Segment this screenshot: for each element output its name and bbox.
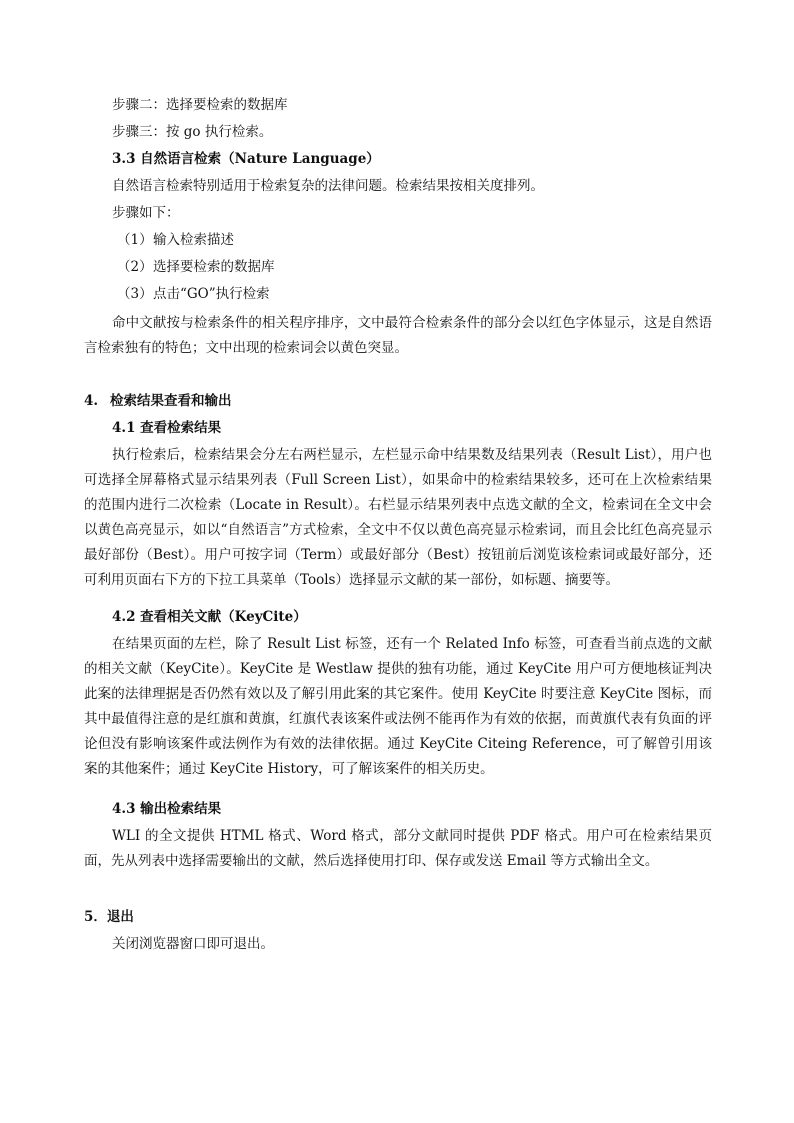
section-3-3-heading: 3.3 自然语言检索（Nature Language） <box>112 151 380 167</box>
section-3-3-note: 命中文献按与检索条件的相关程序排序，文中最符合检索条件的部分会以红色字体显示，这是自然语言检索独有的特色；文中出现的检索词会以黄色突显。 <box>84 315 712 356</box>
section-4-2-paragraph: 在结果页面的左栏，除了 Result List 标签，还有一个 Related Info 标签，可查看当前点选的文献的相关文献（KeyCite）。KeyCite 是 Westlaw 提供的独有功能，通过 KeyCite 用户可方便地核证判决此案的法律理据是否仍然有效以及了解引用此案的其它案件。使用 KeyCite 时要注意 KeyCite 图标，而其中最值得注意的是红旗和黄旗，红旗代表该案件或法例不能再作为有效的依据，而黄旗代表有负面的评论但没有影响该案件或法例作为有效的法律依据。通过 KeyCite Citeing Reference，可了解曾引用该案的其他案件；通过 KeyCite History，可了解该案件的相关历史。 <box>84 636 712 777</box>
list-item-number: （1） <box>117 232 153 248</box>
section-5-text: 关闭浏览器窗口即可退出。 <box>112 936 274 952</box>
step-two-text: 步骤二：选择要检索的数据库 <box>112 97 288 113</box>
section-5-heading: 5．退出 <box>84 909 134 925</box>
steps-label: 步骤如下： <box>112 205 180 221</box>
list-item-text: 输入检索描述 <box>153 232 234 248</box>
list-item <box>117 230 747 250</box>
section-4-1-heading: 4.1 查看检索结果 <box>112 420 222 436</box>
list-item-number: （2） <box>117 259 153 275</box>
list-item-text: 选择要检索的数据库 <box>153 259 275 275</box>
section-3-3-description: 自然语言检索特别适用于检索复杂的法律问题。检索结果按相关度排列。 <box>112 178 544 194</box>
step-three-text: 步骤三：按 go 执行检索。 <box>112 124 273 140</box>
section-4-number: 4. <box>84 393 99 409</box>
section-4-heading <box>84 391 714 411</box>
list-item <box>117 257 747 277</box>
section-4-1-paragraph: 执行检索后，检索结果会分左右两栏显示，左栏显示命中结果数及结果列表（Result List），用户也可选择全屏幕格式显示结果列表（Full Screen List），如果命中的检索结果较多，还可在上次检索结果的范围内进行二次检索（Locate in Result）。右栏显示结果列表中点选文献的全文，检索词在全文中会以黄色高亮显示，如以“自然语言”方式检索，全文中不仅以黄色高亮显示检索词，而且会比红色高亮显示最好部份（Best）。用户可按字词（Term）或最好部分（Best）按钮前后浏览该检索词或最好部分，还可利用页面右下方的下拉工具菜单（Tools）选择显示文献的某一部份，如标题、摘要等。 <box>84 447 712 588</box>
list-item-text: 点击“GO”执行检索 <box>153 286 270 302</box>
section-4-2-heading: 4.2 查看相关文献（KeyCite） <box>112 609 307 625</box>
list-item <box>117 284 747 304</box>
list-item-number: （3） <box>117 286 153 302</box>
section-4-3-heading: 4.3 输出检索结果 <box>112 801 222 817</box>
section-4-title: 检索结果查看和输出 <box>110 393 232 409</box>
section-4-3-paragraph: WLI 的全文提供 HTML 格式、Word 格式，部分文献同时提供 PDF 格式。用户可在检索结果页面，先从列表中选择需要输出的文献，然后选择使用打印、保存或发送 Email 等方式输出全文。 <box>84 828 712 869</box>
